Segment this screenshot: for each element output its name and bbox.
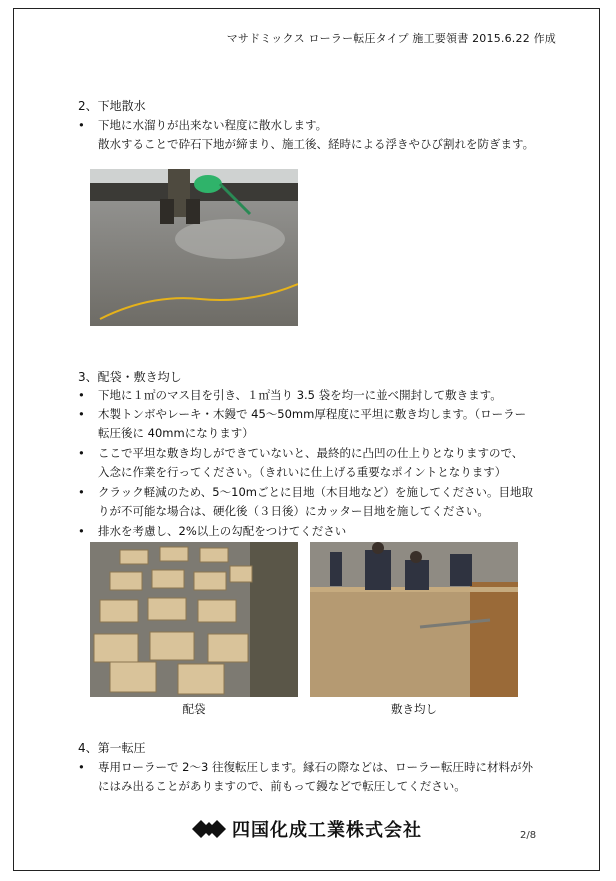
- bullet-item: [78, 116, 558, 135]
- bullet-continuation: にはみ出ることがありますので、前もって鏝などで転圧してください。: [98, 779, 466, 793]
- bullet-item: [78, 483, 558, 502]
- bullet-text: クラック軽減のため、5〜10mごとに目地（木目地など）を施してください。目地取: [98, 485, 533, 499]
- bullet-dot: •: [78, 388, 85, 402]
- bullet-item: [78, 386, 558, 405]
- company-logo: [192, 818, 422, 840]
- logo-mark-icon: [192, 820, 226, 838]
- bullet-dot: •: [78, 485, 85, 499]
- bullet-dot: •: [78, 760, 85, 774]
- bag-placement-photo: [90, 542, 298, 697]
- bullet-dot: •: [78, 407, 85, 421]
- section-3-title: 3、配袋・敷き均し: [78, 370, 182, 384]
- section-4-title: 4、第一転圧: [78, 741, 146, 755]
- section-2-title: 2、下地散水: [78, 99, 146, 113]
- watering-photo: [90, 169, 298, 326]
- bullet-continuation: 入念に作業を行ってください。（きれいに仕上げる重要なポイントとなります）: [98, 465, 507, 479]
- page-number: 2/8: [520, 830, 537, 841]
- bullet-dot: •: [78, 524, 85, 538]
- bullet-text: 専用ローラーで 2〜3 往復転圧します。縁石の際などは、ローラー転圧時に材料が外: [98, 760, 534, 774]
- bullet-continuation: 転圧後に 40mmになります）: [98, 426, 254, 440]
- bullet-continuation: 散水することで砕石下地が締まり、施工後、経時による浮きやひび割れを防ぎます。: [98, 137, 535, 151]
- bullet-text: 木製トンボやレーキ・木鏝で 45〜50mm厚程度に平坦に敷き均します。（ローラー: [98, 407, 527, 421]
- spreading-caption: 敷き均し: [391, 702, 437, 716]
- bullet-text: ここで平坦な敷き均しができていないと、最終的に凸凹の仕上りとなりますので、: [98, 446, 524, 460]
- bullet-item: [78, 444, 558, 463]
- bullet-text: 排水を考慮し、2%以上の勾配をつけてください: [98, 524, 347, 538]
- bullet-item: [78, 522, 558, 541]
- bullet-item: [78, 405, 558, 424]
- bag-placement-caption: 配袋: [182, 702, 206, 716]
- document-header: マサドミックス ローラー転圧タイプ 施工要領書 2015.6.22 作成: [226, 32, 556, 45]
- bullet-text: 下地に水溜りが出来ない程度に散水します。: [98, 118, 328, 132]
- spreading-photo: [310, 542, 518, 697]
- bullet-continuation: りが不可能な場合は、硬化後（３日後）にカッター目地を施してください。: [98, 504, 489, 518]
- company-name: 四国化成工業株式会社: [232, 820, 422, 841]
- bullet-text: 下地に１㎡のマス目を引き、１㎡当り 3.5 袋を均一に並べ開封して敷きます。: [98, 388, 502, 402]
- bullet-dot: •: [78, 118, 85, 132]
- bullet-dot: •: [78, 446, 85, 460]
- bullet-item: [78, 758, 558, 777]
